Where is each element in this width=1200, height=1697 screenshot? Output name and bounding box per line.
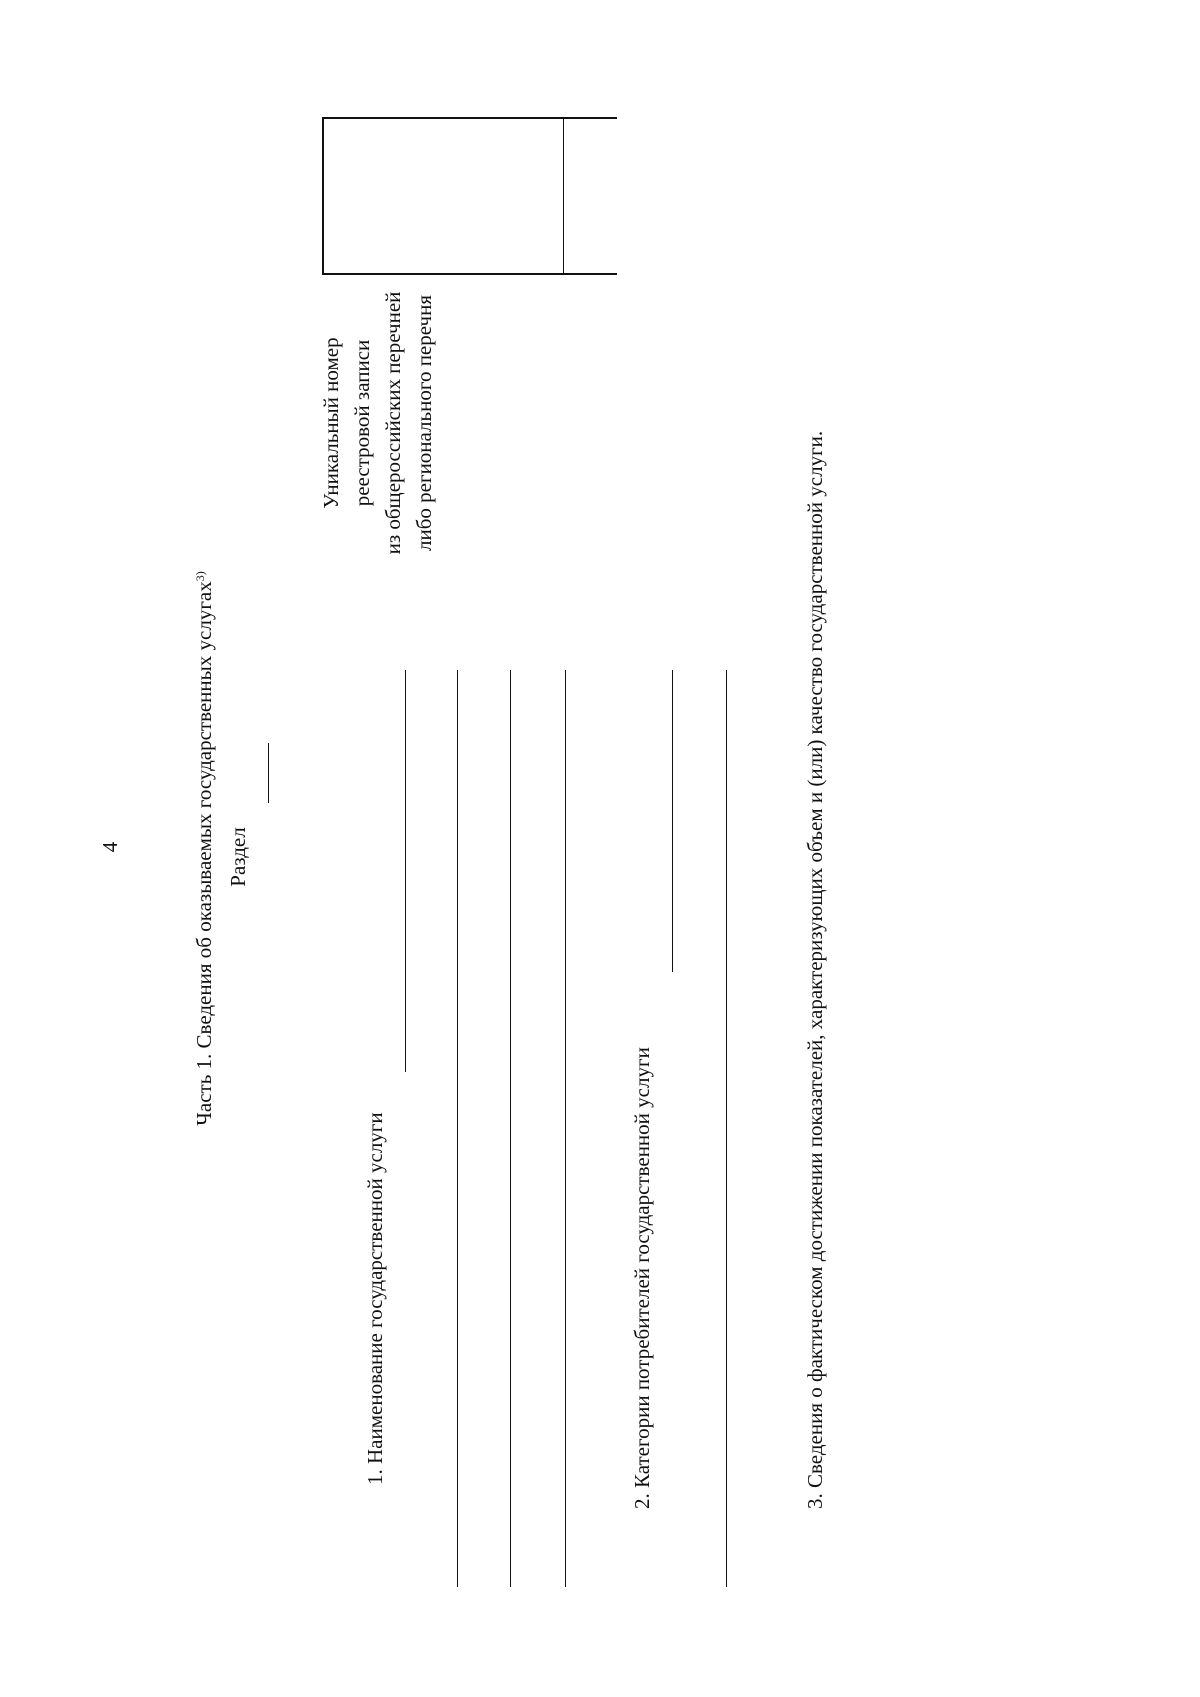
part-title <box>194 0 215 1697</box>
consumer-categories-line-2[interactable] <box>726 670 727 1587</box>
registry-number-box[interactable] <box>322 117 617 275</box>
part-title-footnote: 3) <box>193 571 207 582</box>
consumer-categories-line-1[interactable] <box>672 670 673 972</box>
registry-label-line-1: Уникальный номер <box>319 337 343 509</box>
service-name-line-3[interactable] <box>510 670 511 1587</box>
item2-label: 2. Категории потребителей государственной услуги <box>630 1047 654 1509</box>
section-label: Раздел <box>226 827 250 887</box>
service-name-line-2[interactable] <box>457 670 458 1587</box>
item1-label: 1. Наименование государственной услуги <box>363 1112 387 1485</box>
registry-label-line-4: либо регионального перечня <box>412 294 436 552</box>
service-name-line-1[interactable] <box>405 670 406 1072</box>
registry-label-line-2: реестровой записи <box>350 339 374 507</box>
part-title-text: Часть 1. Сведения об оказываемых государственных услугах <box>192 581 216 1126</box>
page-number: 4 <box>98 841 122 853</box>
registry-label-line-3: из общероссийских перечней <box>381 291 405 555</box>
registry-box-divider <box>563 117 564 275</box>
section-number-blank[interactable] <box>268 743 269 803</box>
item3-label: 3. Сведения о фактическом достижении показателей, характеризующих объем и (или) качество государственной услуги. <box>803 430 827 1509</box>
service-name-line-4[interactable] <box>565 670 566 1587</box>
registry-number-label <box>316 253 440 593</box>
